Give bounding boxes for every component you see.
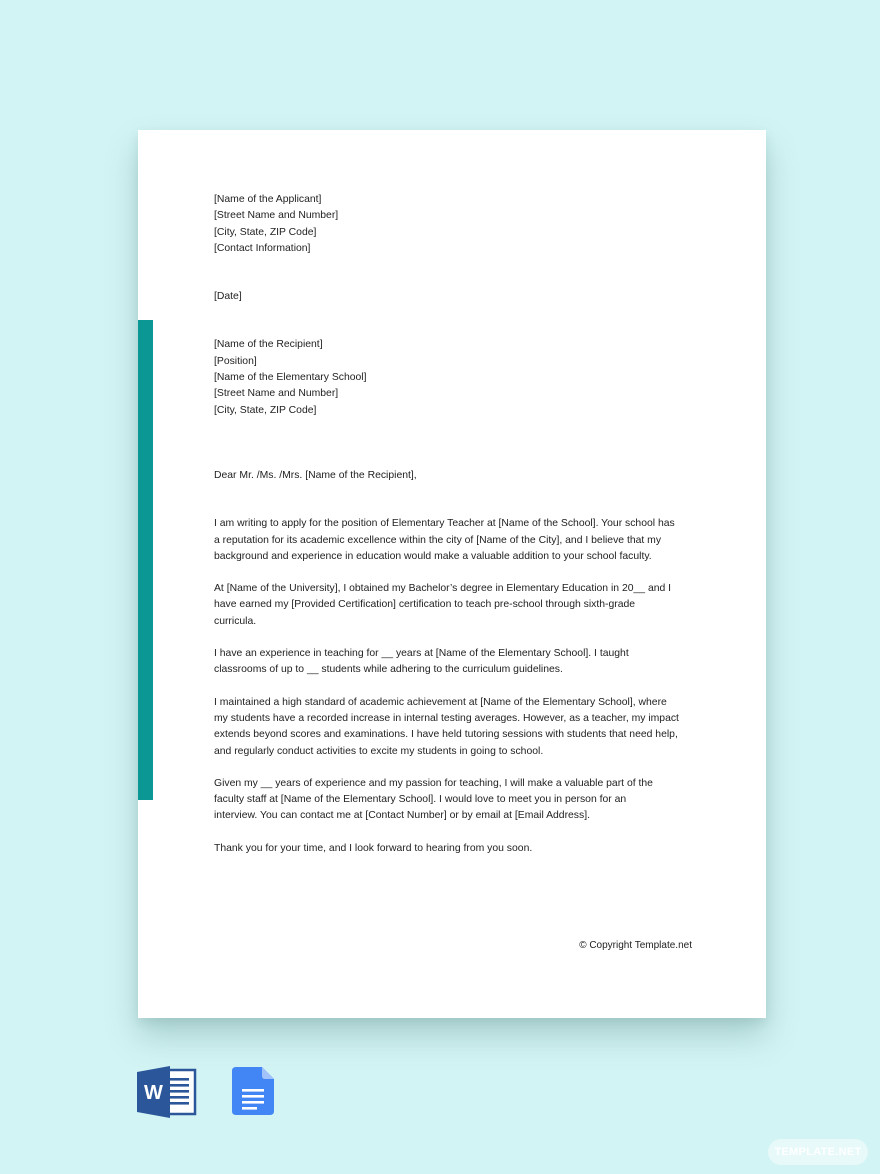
sender-line: [City, State, ZIP Code]	[214, 226, 317, 238]
google-docs-icon[interactable]	[232, 1067, 274, 1115]
paragraph-line: faculty staff at [Name of the Elementary School]. I would love to meet you in person for an	[214, 794, 627, 806]
copyright-notice: © Copyright Template.net	[579, 940, 692, 951]
paragraph-line: curricula.	[214, 615, 257, 627]
accent-bar	[138, 320, 153, 800]
sender-line: [Contact Information]	[214, 242, 311, 254]
sender-line: [Street Name and Number]	[214, 210, 339, 222]
letter-page	[138, 130, 766, 1018]
recipient-address	[214, 337, 700, 418]
paragraph-line: I have an experience in teaching for __ years at [Name of the Elementary School]. I taught	[214, 648, 629, 660]
paragraph-line: classrooms of up to __ students while adhering to the curriculum guidelines.	[214, 664, 563, 676]
paragraph-line: background and experience in education would make a valuable addition to your school faculty.	[214, 550, 652, 562]
salutation	[214, 468, 700, 484]
sender-address	[214, 192, 700, 257]
body-paragraph	[214, 695, 700, 760]
closing-line	[214, 841, 700, 857]
paragraph-line: Given my __ years of experience and my passion for teaching, I will make a valuable part of the	[214, 777, 653, 789]
sender-line: [Name of the Applicant]	[214, 194, 322, 205]
salutation-line: Dear Mr. /Ms. /Mrs. [Name of the Recipient],	[214, 469, 417, 481]
recipient-line: [Street Name and Number]	[214, 388, 339, 400]
paragraph-line: have earned my [Provided Certification] certification to teach pre-school through sixth-grade	[214, 599, 636, 611]
date-line: [Date]	[214, 291, 242, 303]
brand-badge: TEMPLATE.NET	[768, 1139, 868, 1165]
letter-date	[214, 289, 700, 305]
word-icon[interactable]	[137, 1066, 197, 1118]
paragraph-line: and regularly conduct activities to excite my students in going to school.	[214, 745, 544, 757]
body-paragraph	[214, 516, 700, 565]
paragraph-line: my students have a recorded increase in internal testing averages. However, as a teacher, my impact	[214, 712, 679, 724]
body-paragraph	[214, 581, 700, 630]
letter-body	[214, 192, 700, 857]
recipient-line: [Name of the Recipient]	[214, 339, 323, 351]
recipient-line: [Name of the Elementary School]	[214, 372, 367, 384]
body-paragraph	[214, 776, 700, 825]
closing-text: Thank you for your time, and I look forward to hearing from you soon.	[214, 842, 533, 854]
recipient-line: [City, State, ZIP Code]	[214, 404, 317, 416]
recipient-line: [Position]	[214, 355, 257, 367]
body-paragraph	[214, 646, 700, 679]
paragraph-line: interview. You can contact me at [Contact Number] or by email at [Email Address].	[214, 810, 590, 822]
paragraph-line: extends beyond scores and examinations. I have held tutoring sessions with students that need help,	[214, 729, 678, 741]
paragraph-line: a reputation for its academic excellence within the city of [Name of the City], and I believe that my	[214, 534, 662, 546]
svg-text:W: W	[144, 1082, 163, 1104]
paragraph-line: At [Name of the University], I obtained my Bachelor’s degree in Elementary Education in 20__ and I	[214, 583, 672, 595]
paragraph-line: I am writing to apply for the position of Elementary Teacher at [Name of the School]. Your school has	[214, 518, 675, 530]
paragraph-line: I maintained a high standard of academic achievement at [Name of the Elementary School], where	[214, 696, 667, 708]
